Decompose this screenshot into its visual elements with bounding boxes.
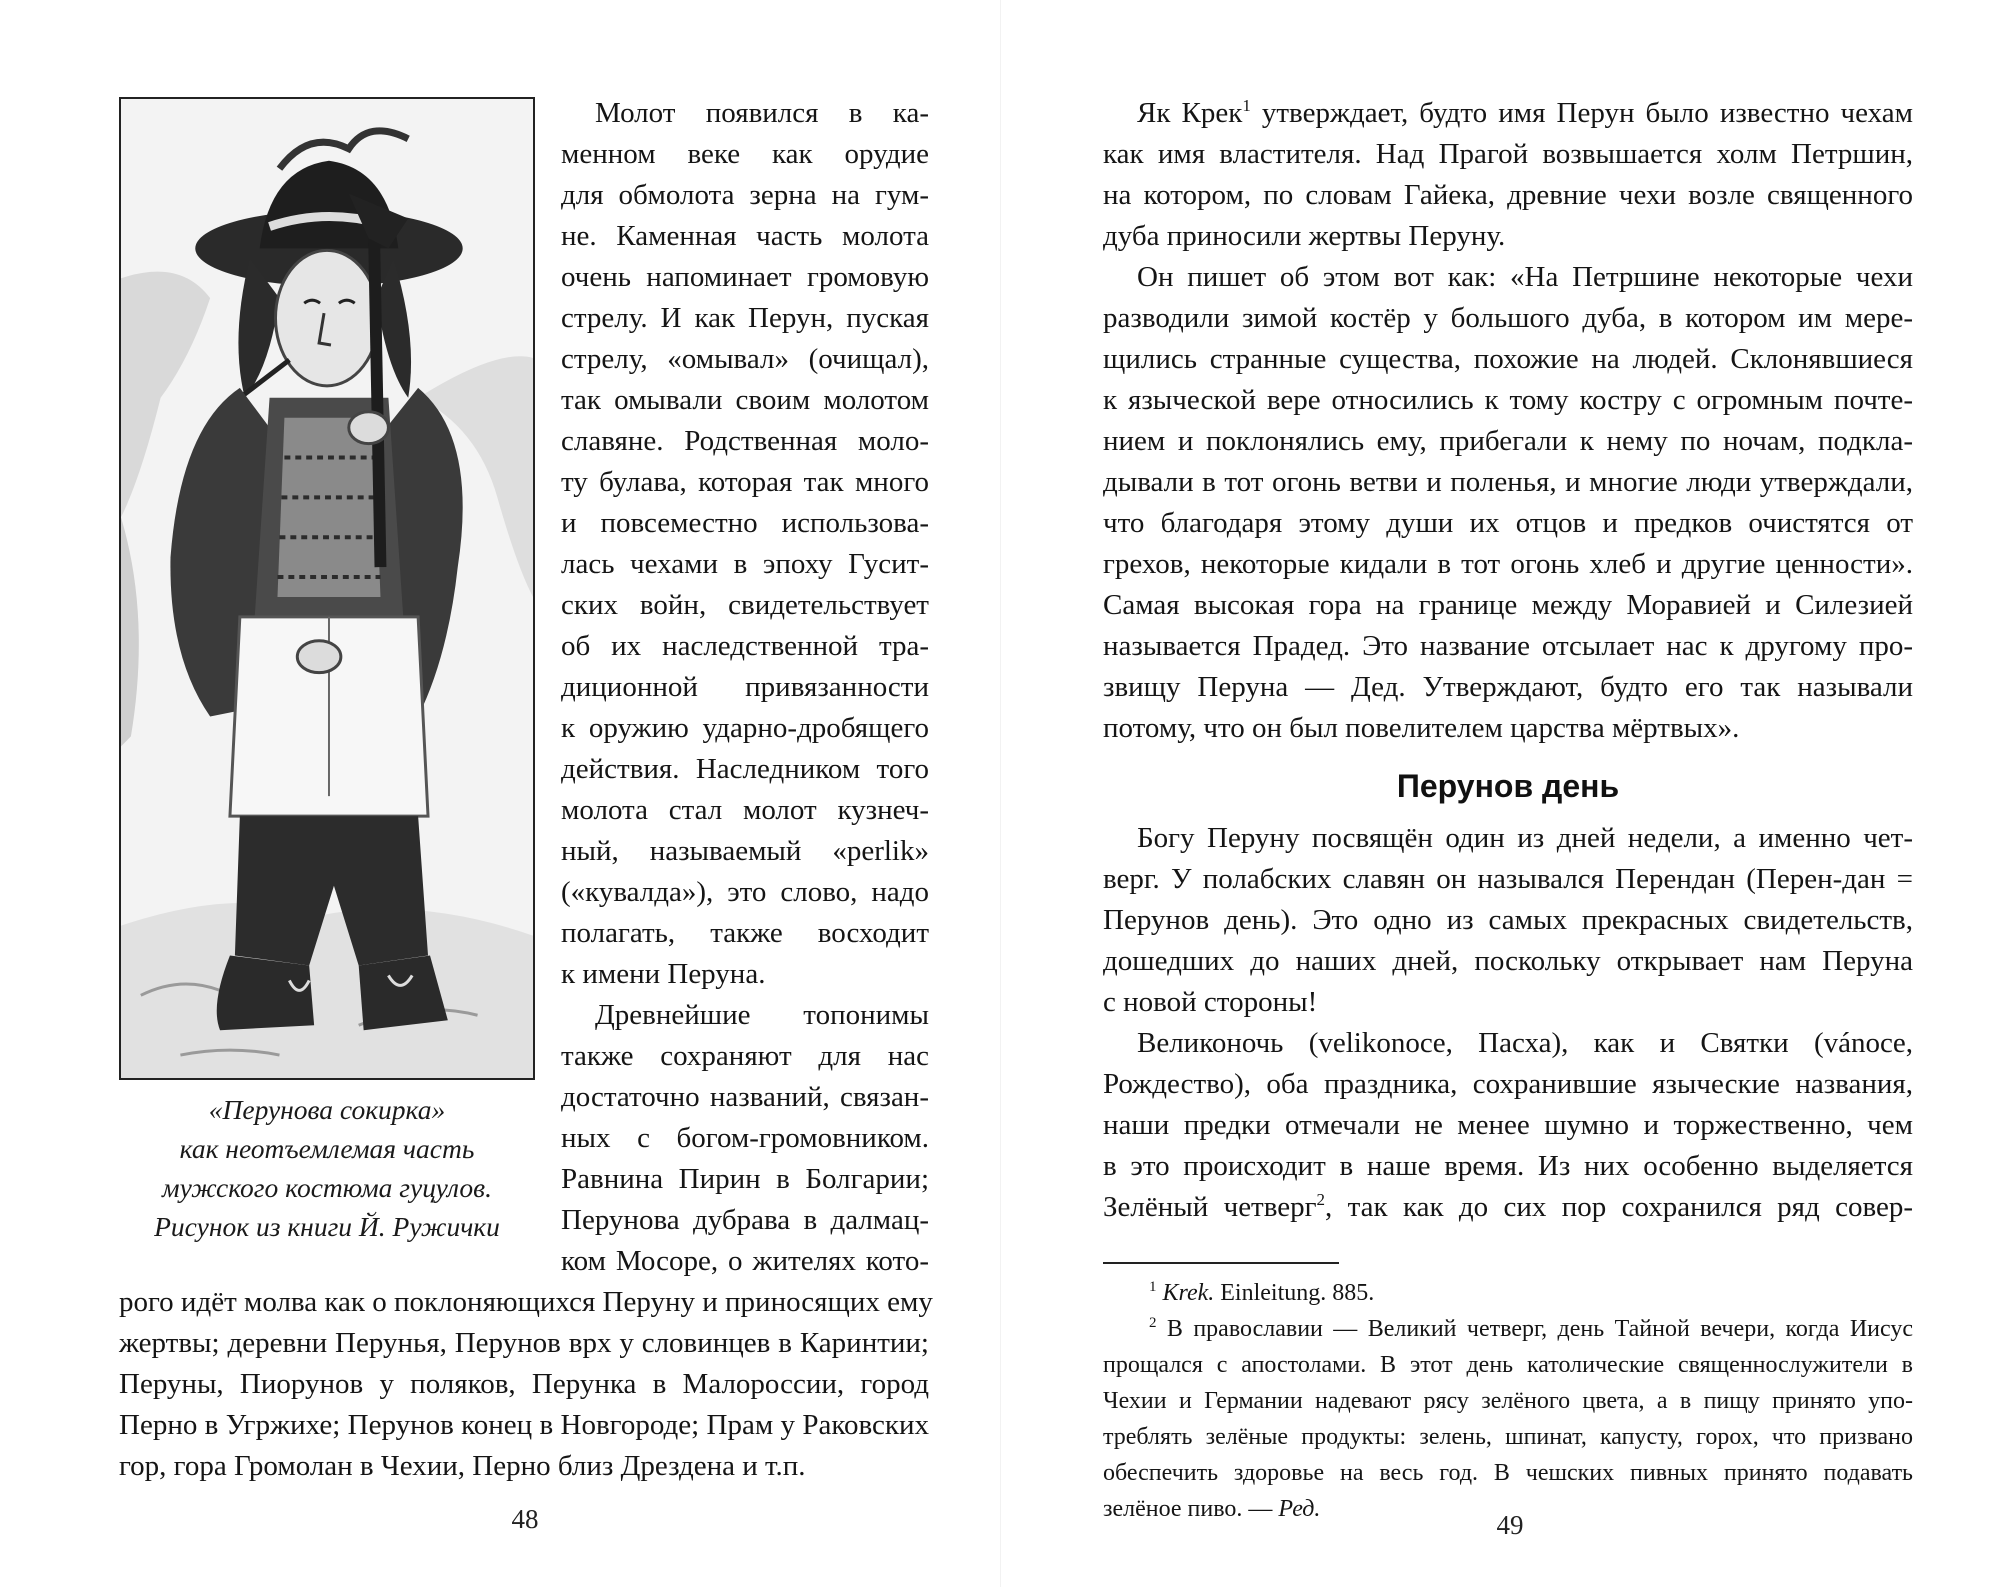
text-line: называется Прадед. Это название отсылает нас к другому про- [1103,630,1913,662]
hutsul-illustration [119,97,535,1080]
text-line: грехов, некоторые кидали в тот огонь хлеб и другие ценности». [1103,548,1913,580]
footnote-line: обеспечить здоровье на весь год. В чешских пивных принято подавать [1103,1460,1913,1486]
footnote-mark: 1 [1149,1279,1157,1295]
footnote-mark: 2 [1149,1315,1157,1331]
text-line: достаточно названий, связан- [561,1081,929,1113]
text-line: с новой стороны! [1103,986,1318,1018]
text-line: Рождество), оба праздника, сохранившие языческие названия, [1103,1068,1913,1100]
caption-line: мужского костюма гуцулов. [162,1172,492,1203]
caption-line: как неотъемлемая часть [179,1133,475,1164]
text-line: наши предки отмечали не менее шумно и торжественно, чем [1103,1109,1913,1141]
text-line: жертвы; деревни Перунья, Перунов врх у словинцев в Каринтии; [119,1327,929,1359]
text-line: ских войн, свидетельствует [561,589,929,621]
text-line: диционной привязанности [561,671,929,703]
text-line: стрелу. И как Перун, пуская [561,302,929,334]
text-line: Он пишет об этом вот как: «На Петршине некоторые чехи [1137,261,1913,293]
text-line: Древнейшие топонимы [595,999,929,1031]
text-line: на котором, по словам Гайека, древние чехи возле священного [1103,179,1913,211]
text-line: что благодаря этому души их отцов и предков очистятся от [1103,507,1913,539]
text-line: дуба приносили жертвы Перуну. [1103,220,1506,252]
text-line: и повсеместно использова- [561,507,929,539]
text-line: ком Мосоре, о жителях кото- [561,1245,929,1277]
text-line: полагать, также восходит [561,917,929,949]
text-line: щились странные существа, похожие на людей. Склонявшиеся [1103,343,1913,375]
text-line: молота стал молот кузнеч- [561,794,929,826]
footnote-line: треблять зелёные продукты: зелень, шпинат, капусту, горох, что призвано [1103,1424,1913,1450]
footnote-line: зелёное пиво. — Ред. [1103,1496,1321,1522]
text-line: очень напоминает громовую [561,261,929,293]
footnote-line: прощался с апостолами. В этот день католические священнослужители в [1103,1352,1913,1378]
text-line: для обмолота зерна на гум- [561,179,929,211]
text-line: разводили зимой костёр у большого дуба, в котором им мере- [1103,302,1913,334]
text-line: дошедших до наших дней, поскольку открывает нам Перуна [1103,945,1913,977]
illustration-caption [119,1090,535,1246]
footnote: $^1$ Krek. Einleitung. 885. [1149,1279,1375,1306]
text-line: рого идёт молва как о поклоняющихся Перуну и приносящих ему [119,1286,933,1318]
right-page [1000,0,2000,1587]
page-number: 48 [511,1504,539,1534]
text-line: Молот появился в ка- [595,97,929,129]
text-line: ных с богом-громовником. [561,1122,929,1154]
text-line: менном веке как орудие [561,138,929,170]
text-line: Самая высокая гора на границе между Моравией и Силезией [1103,589,1913,621]
text-line: Перунов день). Это одно из самых прекрасных свидетельств, [1103,904,1913,936]
text-line: Зелёный четверг$^2$, так как до сих пор сохранился ряд совер- [1103,1190,1914,1223]
page-number: 49 [1496,1510,1524,1540]
text-line: не. Каменная часть молота [561,220,929,252]
section-heading: Перунов день [1396,768,1620,804]
text-line: верг. У полабских славян он назывался Перендан (Перен-дан = [1103,863,1913,895]
footnote-ref: 1 [1242,96,1251,115]
footnote-ref: 2 [1316,1190,1326,1209]
text-line: к имени Перуна. [561,958,766,990]
text-line: ный, называемый «perlik» [561,835,929,867]
text-line: звищу Перуна — Дед. Утверждают, будто его так называли [1103,671,1913,703]
text-line: гор, гора Громолан в Чехии, Перно близ Дрездена и т.п. [119,1450,806,1482]
text-line: Перно в Угржихе; Перунов конец в Новгороде; Прам у Раковских [119,1409,929,1441]
text-line: об их наследственной тра- [561,630,929,662]
text-line: Великоночь (velikonoce, Пасха), как и Святки (vánoce, [1137,1027,1913,1059]
caption-line: Рисунок из книги Й. Ружички [154,1211,500,1242]
text-line: как имя властителя. Над Прагой возвышается холм Петршин, [1103,138,1913,170]
caption-line: «Перунова сокирка» [208,1094,446,1125]
text-line: («кувалда»), это слово, надо [561,876,929,908]
text-line: в это происходит в наше время. Из них особенно выделяется [1103,1150,1913,1182]
text-line: к оружию ударно-дробящего [561,712,929,744]
footnote-divider [1103,1262,1339,1264]
text-line: стрелу, «омывал» (очищал), [561,343,929,375]
text-line: Як Крек$^1$ утверждает, будто имя Перун было известно чехам [1137,96,1913,129]
text-line: потому, что он был повелителем царства мёртвых». [1103,712,1740,744]
text-line: Равнина Пирин в Болгарии; [561,1163,929,1195]
text-line: также сохраняют для нас [561,1040,929,1072]
text-line: лась чехами в эпоху Гусит- [561,548,929,580]
footnote-line: Чехии и Германии надевают рясу зелёного цвета, а в пищу принято упо- [1103,1388,1913,1414]
hutsul-figure-drawing [121,99,533,1078]
text-line: ту булава, которая так много [561,466,929,498]
text-line: так омывали своим молотом [561,384,929,416]
text-line: нием и поклонялись ему, прибегали к нему по ночам, подкла- [1103,425,1913,457]
text-line: Богу Перуну посвящён один из дней недели, а именно чет- [1137,822,1913,854]
text-line: славяне. Родственная моло- [561,425,929,457]
footnote: $^2$ В православии — Великий четверг, день Тайной вечери, когда Иисус [1149,1315,1913,1342]
text-line: Перуны, Пиорунов у поляков, Перунка в Малороссии, город [119,1368,929,1400]
text-line: дывали в тот огонь ветви и поленья, и многие люди утверждали, [1103,466,1913,498]
text-line: к языческой вере относились к тому костру с огромным почте- [1103,384,1913,416]
text-line: действия. Наследником того [561,753,929,785]
text-line: Перунова дубрава в далмац- [561,1204,929,1236]
